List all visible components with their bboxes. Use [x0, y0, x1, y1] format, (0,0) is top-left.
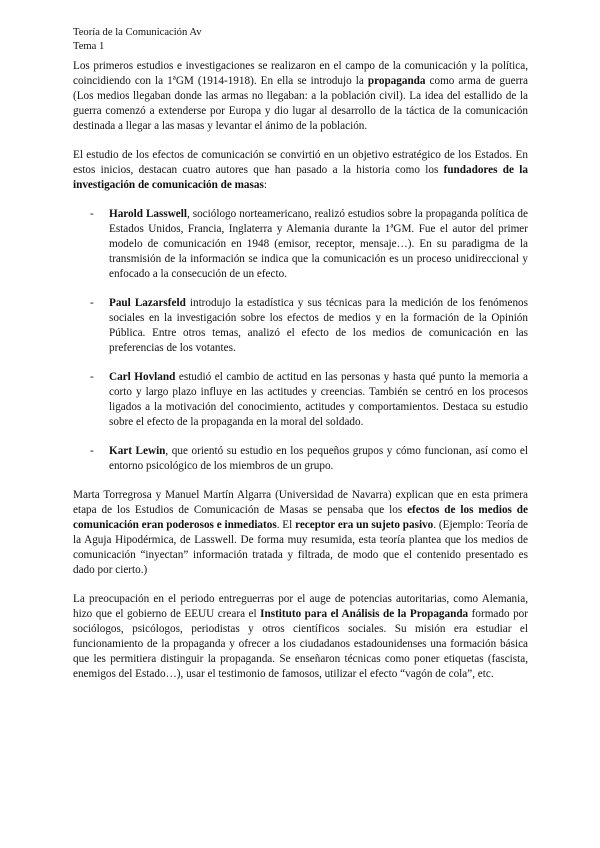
author-description: , que orientó su estudio en los pequeños grupos y cómo funcionan, así como el entorno psicológico de los miembros de un grupo. [109, 445, 529, 472]
list-bullet: - [90, 371, 94, 383]
torregrosa-text-1: Marta Torregrosa y Manuel Martín Algarra (Universidad de Navarra) explican que en esta primera etapa de los Estudios de Comunicación de Masas se pensaba que los [73, 489, 528, 516]
list-bullet: - [90, 208, 94, 220]
effects-text-2: : [263, 179, 267, 191]
institute-text-2: formado por sociólogos, psicólogos, periodistas y otros científicos sociales. Su misión era estudiar el funcionamiento de la propaganda y ofrecer a los ciudadanos estadounidenses una formación básica que les permitiera distinguir la propaganda. Se enseñaron técnicas como poner etiquetas (fascista, enemigos del Estado…), usar el testimonio de famosos, utilizar el efecto “vagón de cola”, etc. [73, 608, 528, 680]
effects-bold-founders: fundadores de la investigación de comunicación de masas [73, 164, 528, 191]
institute-text-1: La preocupación en el periodo entreguerras por el auge de potencias autoritarias, como Alemania, hizo que el gobierno de EEUU creara el [73, 593, 528, 620]
author-item-lazarsfeld [73, 296, 528, 356]
effects-text-1: El estudio de los efectos de comunicación se convirtió en un objetivo estratégico de los Estados. En estos inicios, destacan cuatro autores que han pasado a la historia como los [73, 149, 528, 176]
author-name: Harold Lasswell [109, 208, 187, 220]
topic-title: Tema 1 [73, 41, 105, 52]
author-item-lasswell [73, 207, 528, 282]
author-name: Carl Hovland [109, 371, 176, 383]
effects-paragraph [73, 148, 528, 193]
list-bullet: - [90, 445, 94, 457]
intro-paragraph [73, 59, 528, 134]
author-name: Kart Lewin [109, 445, 166, 457]
author-description: estudió el cambio de actitud en las personas y hasta qué punto la memoria a corto y largo plazo influye en las actitudes y creencias. También se centró en los procesos ligados a la motivación del conocimiento, actitudes y comportamientos. Destaca su estudio sobre el efecto de la propaganda en la moral del soldado. [109, 371, 528, 428]
author-item-lewin [73, 444, 528, 474]
torregrosa-bold-effects: efectos de los medios de comunicación eran poderosos e inmediatos [73, 504, 528, 531]
list-bullet: - [90, 297, 94, 309]
intro-text-2: como arma de guerra (Los medios llegaban donde las armas no llegaban: a la población civil). La idea del estallido de la guerra comenzó a extenderse por Europa y dio lugar al desarrollo de la táctica de la comunicación destinada a llegar a las masas y levantar el ánimo de la población. [73, 75, 528, 132]
author-name: Paul Lazarsfeld [109, 297, 186, 309]
author-item-hovland [73, 370, 528, 430]
intro-text-1: Los primeros estudios e investigaciones se realizaron en el campo de la comunicación y la política, coincidiendo con la 1ªGM (1914-1918). En ella se introdujo la [73, 60, 528, 87]
institute-paragraph [73, 592, 528, 682]
course-title: Teoría de la Comunicación Av [73, 27, 202, 38]
torregrosa-paragraph [73, 488, 528, 578]
authors-list [73, 207, 528, 474]
intro-bold-propaganda: propaganda [367, 75, 426, 87]
torregrosa-text-2: . El [276, 519, 296, 531]
author-description: introdujo la estadística y sus técnicas para la medición de los fenómenos sociales en la investigación sobre los efectos de medios y en la formación de la Opinión Pública. Entre otros temas, analizó el efecto de los medios de comunicación en las preferencias de los votantes. [109, 297, 528, 354]
author-description: , sociólogo norteamericano, realizó estudios sobre la propaganda política de Estados Unidos, Francia, Inglaterra y Alemania durante la 1ªGM. Fue el autor del primer modelo de comunicación en 1948 (emisor, receptor, mensaje…). En su paradigma de la transmisión de la información se indica que la comunicación es un proceso unidireccional y enfocado a la consecución de un efecto. [109, 208, 528, 280]
institute-bold-name: Instituto para el Análisis de la Propaganda [260, 608, 469, 620]
document-page [73, 26, 528, 682]
torregrosa-bold-receptor: receptor era un sujeto pasivo [295, 519, 434, 531]
torregrosa-text-3: . (Ejemplo: Teoría de la Aguja Hipodérmica, de Lasswell. De forma muy resumida, esta teoría plantea que los medios de comunicación “inyectan” información tratada y filtrada, de modo que el contenido presentado es dado por cierto.) [73, 519, 529, 576]
